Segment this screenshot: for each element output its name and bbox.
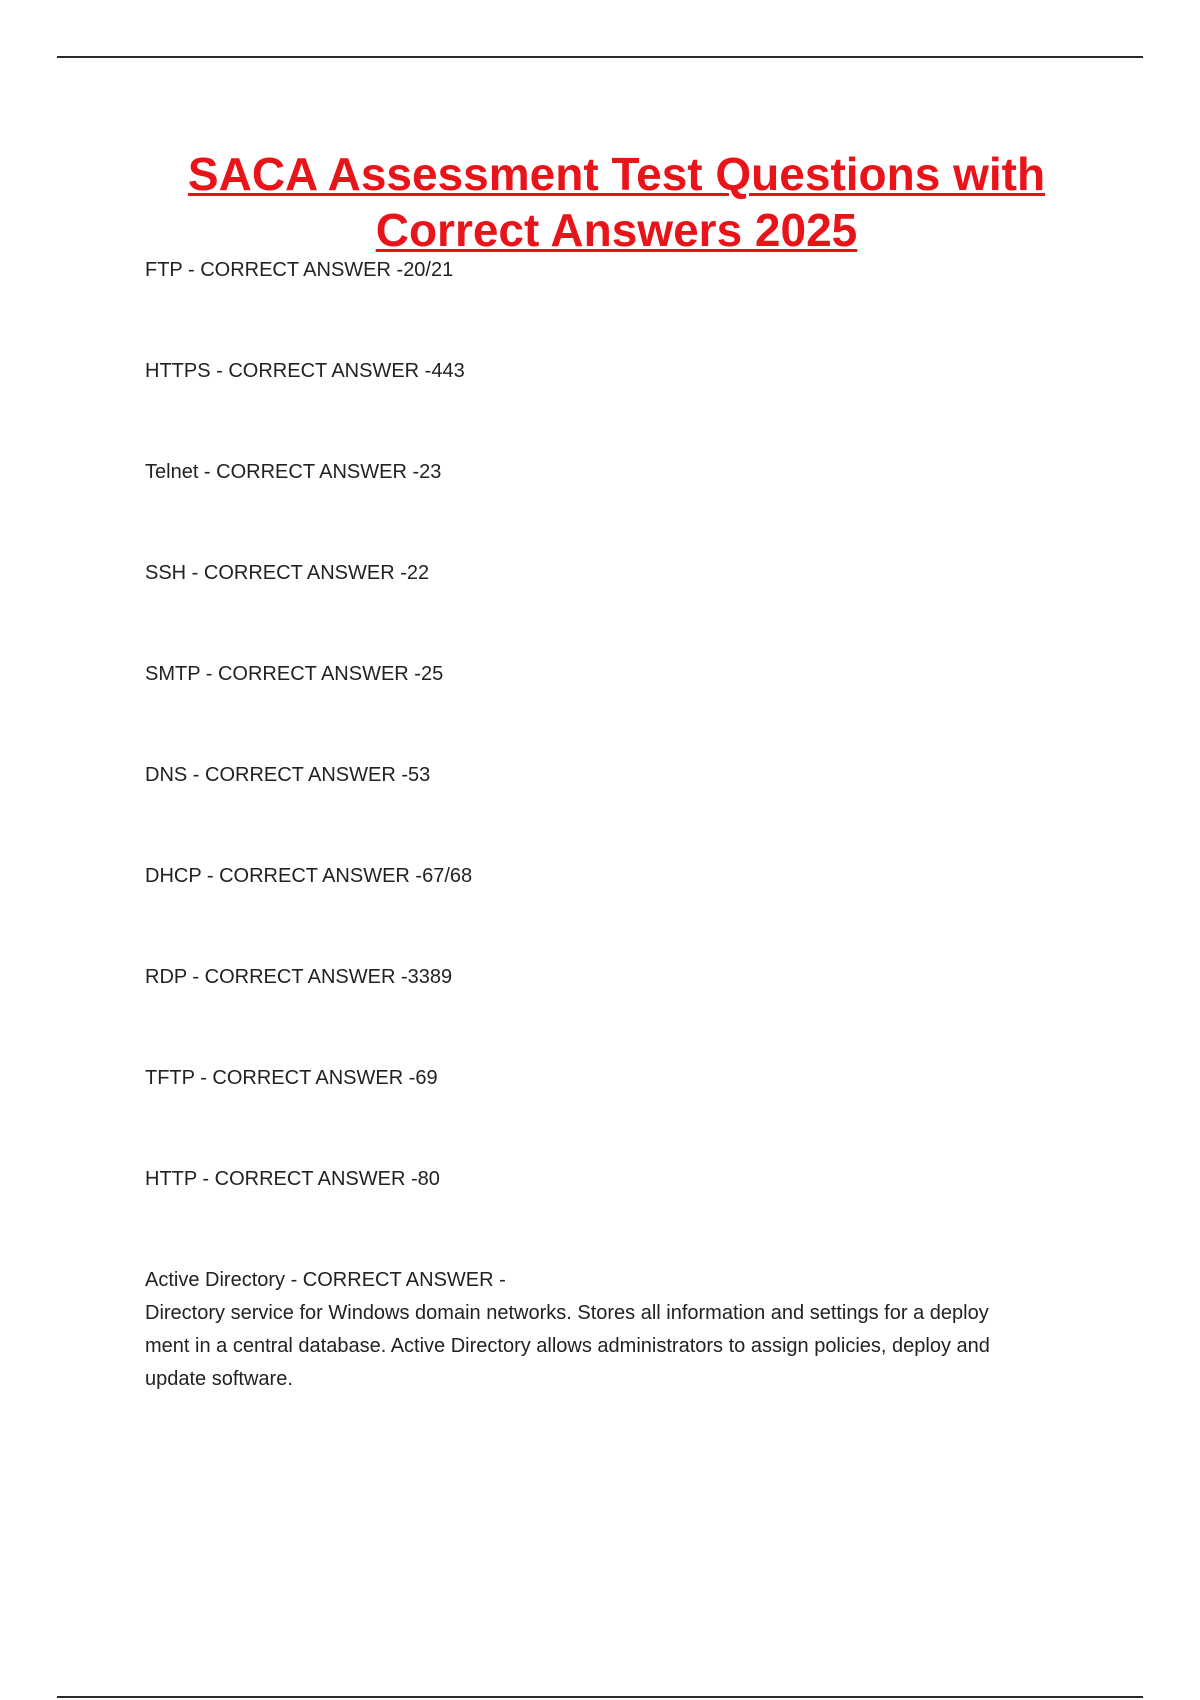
top-rule	[57, 56, 1143, 58]
qa-term: SMTP	[145, 663, 201, 685]
qa-term: FTP	[145, 259, 183, 281]
qa-separator: - CORRECT ANSWER -	[182, 259, 404, 281]
qa-answer: 80	[417, 1168, 440, 1190]
qa-item-https	[145, 355, 1095, 388]
title-line-2: Correct Answers 2025	[375, 204, 858, 256]
qa-separator: - CORRECT ANSWER -	[186, 966, 408, 988]
qa-answer: 22	[406, 562, 430, 584]
qa-item-dhcp	[145, 860, 1095, 893]
qa-answer: 69	[415, 1067, 438, 1089]
qa-answer: 443	[431, 360, 465, 382]
qa-term: Telnet	[145, 461, 199, 483]
qa-item-smtp	[145, 658, 1095, 691]
qa-item-ssh	[145, 557, 1095, 590]
page-title	[80, 146, 1153, 258]
qa-separator: - CORRECT ANSWER -	[187, 764, 408, 786]
qa-separator: - CORRECT ANSWER -	[200, 663, 421, 685]
qa-item-tftp	[145, 1062, 1095, 1095]
qa-separator: - CORRECT ANSWER -	[210, 360, 432, 382]
qa-term: TFTP	[145, 1067, 195, 1089]
qa-answer: 3389	[407, 966, 453, 988]
qa-term: HTTPS	[145, 360, 211, 382]
qa-answer: 53	[408, 764, 431, 786]
qa-item-telnet	[145, 456, 1095, 489]
qa-term: DHCP	[145, 865, 202, 887]
qa-term: HTTP	[145, 1168, 197, 1190]
qa-term: SSH	[145, 562, 187, 584]
qa-answer-line-2: ment in a central database. Active Directory allows administrators to assign policies, deploy and	[145, 1335, 990, 1357]
qa-answer: 67/68	[422, 865, 473, 887]
qa-separator: - CORRECT ANSWER -	[198, 461, 420, 483]
qa-item-ftp	[145, 254, 1095, 287]
qa-separator: - CORRECT ANSWER -	[201, 865, 423, 887]
qa-answer: 23	[419, 461, 442, 483]
qa-answer-line-3: update software.	[145, 1368, 293, 1390]
qa-separator: - CORRECT ANSWER -	[194, 1067, 416, 1089]
qa-answer-line-1: Directory service for Windows domain networks. Stores all information and settings for a deploy	[145, 1302, 989, 1324]
qa-term: DNS	[145, 764, 188, 786]
qa-item-active-directory	[145, 1264, 1095, 1396]
qa-separator: - CORRECT ANSWER -	[186, 562, 407, 584]
qa-item-http	[145, 1163, 1095, 1196]
qa-question-line	[145, 1264, 1095, 1297]
qa-item-dns	[145, 759, 1095, 792]
qa-list	[145, 254, 1095, 1396]
qa-item-rdp	[145, 961, 1095, 994]
qa-answer: 20/21	[403, 259, 454, 281]
bottom-rule	[57, 1696, 1143, 1698]
title-line-1: SACA Assessment Test Questions with	[187, 148, 1046, 200]
qa-separator: - CORRECT ANSWER -	[285, 1269, 506, 1291]
qa-answer: 25	[420, 663, 444, 685]
qa-separator: - CORRECT ANSWER -	[196, 1168, 418, 1190]
qa-term: Active Directory	[145, 1269, 286, 1291]
qa-term: RDP	[145, 966, 187, 988]
